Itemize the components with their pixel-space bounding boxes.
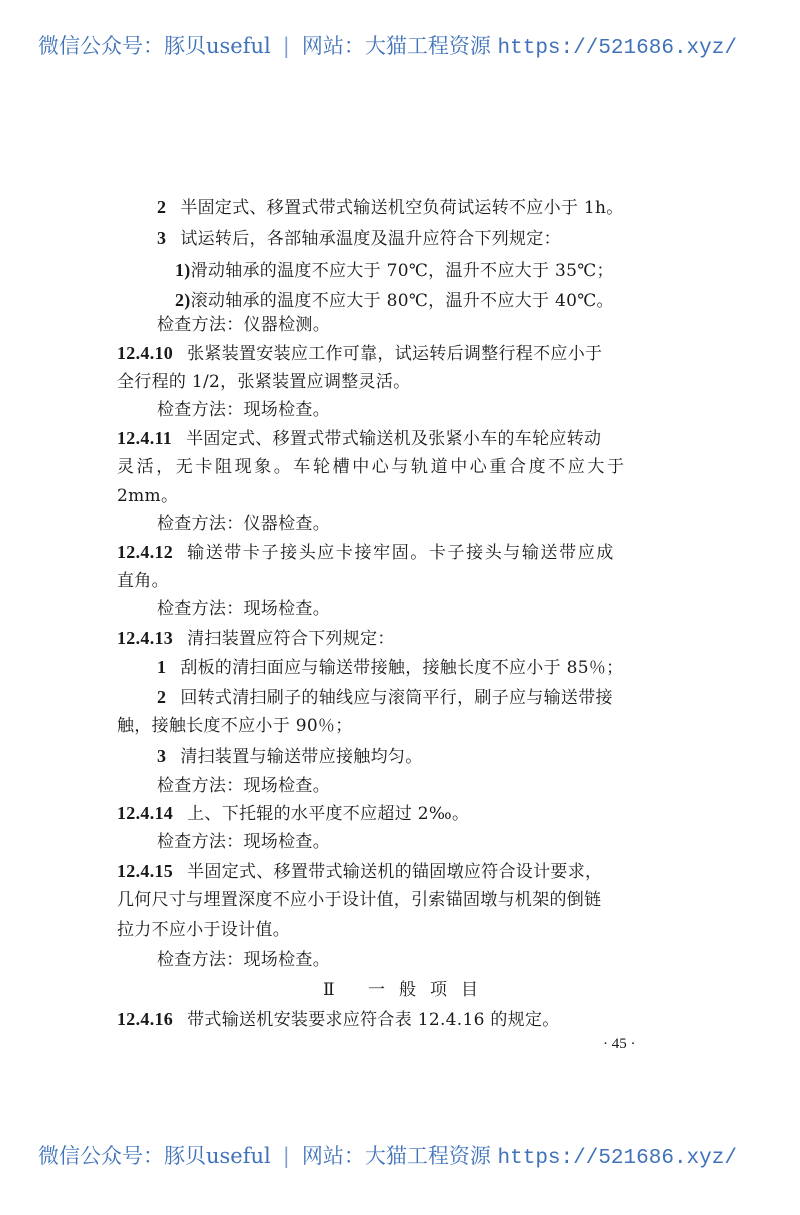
clause-text: 半固定式、移置式带式输送机及张紧小车的车轮应转动: [186, 429, 602, 449]
watermark-site: 网站：大猫工程资源: [301, 1144, 491, 1168]
item-number: 3: [157, 228, 167, 248]
clause-13-item-1: [157, 655, 623, 680]
watermark-bottom: [38, 1140, 737, 1170]
clause-text: 张紧装置安装应工作可靠，试运转后调整行程不应小于: [187, 344, 603, 364]
clause-text: 上、下托辊的水平度不应超过 2‰。: [187, 804, 470, 824]
sub-item-number: 1): [175, 260, 191, 280]
clause-text-cont: 几何尺寸与埋置深度不应小于设计值，引索锚固墩与机架的倒链: [117, 890, 602, 910]
clause-number: 12.4.13: [117, 628, 174, 648]
clause-text: 输送带卡子接头应卡接牢固。卡子接头与输送带应成: [187, 543, 615, 563]
item-3-sub-1: [175, 258, 614, 283]
check-method: 检查方法：现场检查。: [157, 832, 330, 852]
clause-text-cont: 拉力不应小于设计值。: [117, 920, 290, 940]
clause-12-4-16: [117, 1007, 560, 1032]
section-heading: Ⅱ 一般项目: [323, 980, 492, 1000]
item-3: [157, 226, 561, 251]
check-method: 检查方法：现场检查。: [157, 400, 330, 420]
item-text: 清扫装置与输送带应接触均匀。: [180, 747, 423, 767]
item-text: 试运转后，各部轴承温度及温升应符合下列规定：: [180, 229, 561, 249]
clause-text-cont: 灵活，无卡阻现象。车轮槽中心与轨道中心重合度不应大于: [117, 457, 627, 477]
item-number: 2: [157, 197, 167, 217]
clause-text: 半固定式、移置带式输送机的锚固墩应符合设计要求，: [187, 862, 603, 882]
watermark-wechat: 微信公众号：豚贝useful: [38, 1144, 271, 1168]
sub-item-text: 滑动轴承的温度不应大于 70℃，温升不应大于 35℃；: [190, 261, 614, 281]
clause-13-item-3: [157, 744, 423, 769]
item-text: 回转式清扫刷子的轴线应与滚筒平行，刷子应与输送带接: [180, 688, 613, 708]
check-method: 检查方法：仪器检测。: [157, 315, 330, 335]
watermark-url: https://521686.xyz/: [497, 37, 737, 60]
clause-12-4-14: [117, 801, 469, 826]
clause-number: 12.4.12: [117, 542, 174, 562]
item-3-sub-2: [175, 288, 614, 313]
item-text: 刮板的清扫面应与输送带接触，接触长度不应小于 85％；: [180, 658, 624, 678]
clause-number: 12.4.15: [117, 861, 174, 881]
clause-number: 12.4.14: [117, 803, 174, 823]
clause-12-4-11: [117, 426, 601, 451]
clause-number: 12.4.10: [117, 343, 174, 363]
check-method: 检查方法：仪器检查。: [157, 514, 330, 534]
page-number: · 45 ·: [603, 1036, 636, 1052]
item-number: 1: [157, 657, 167, 677]
item-text-cont: 触，接触长度不应小于 90％；: [117, 716, 353, 736]
watermark-separator: |: [282, 1144, 290, 1168]
item-text: 半固定式、移置式带式输送机空负荷试运转不应小于 1h。: [180, 198, 624, 218]
check-method: 检查方法：现场检查。: [157, 599, 330, 619]
item-number: 3: [157, 746, 167, 766]
clause-text: 带式输送机安装要求应符合表 12.4.16 的规定。: [187, 1010, 560, 1030]
check-method: 检查方法：现场检查。: [157, 776, 330, 796]
clause-number: 12.4.16: [117, 1009, 174, 1029]
clause-text-cont: 全行程的 1/2，张紧装置应调整灵活。: [117, 372, 411, 392]
clause-12-4-13: [117, 626, 395, 651]
clause-number: 12.4.11: [117, 428, 173, 448]
item-2: [157, 195, 624, 220]
clause-12-4-12: [117, 540, 615, 565]
clause-text-cont: 2mm。: [117, 486, 179, 506]
item-number: 2: [157, 687, 167, 707]
check-method: 检查方法：现场检查。: [157, 950, 330, 970]
watermark-separator: |: [282, 34, 290, 58]
clause-text-cont: 直角。: [117, 571, 169, 591]
watermark-url: https://521686.xyz/: [497, 1147, 737, 1170]
watermark-top: [38, 30, 737, 60]
clause-12-4-10: [117, 341, 602, 366]
sub-item-number: 2): [175, 290, 191, 310]
watermark-site: 网站：大猫工程资源: [301, 34, 491, 58]
watermark-wechat: 微信公众号：豚贝useful: [38, 34, 271, 58]
clause-12-4-15: [117, 859, 602, 884]
clause-text: 清扫装置应符合下列规定：: [187, 629, 395, 649]
clause-13-item-2: [157, 685, 613, 710]
sub-item-text: 滚动轴承的温度不应大于 80℃，温升不应大于 40℃。: [190, 291, 614, 311]
